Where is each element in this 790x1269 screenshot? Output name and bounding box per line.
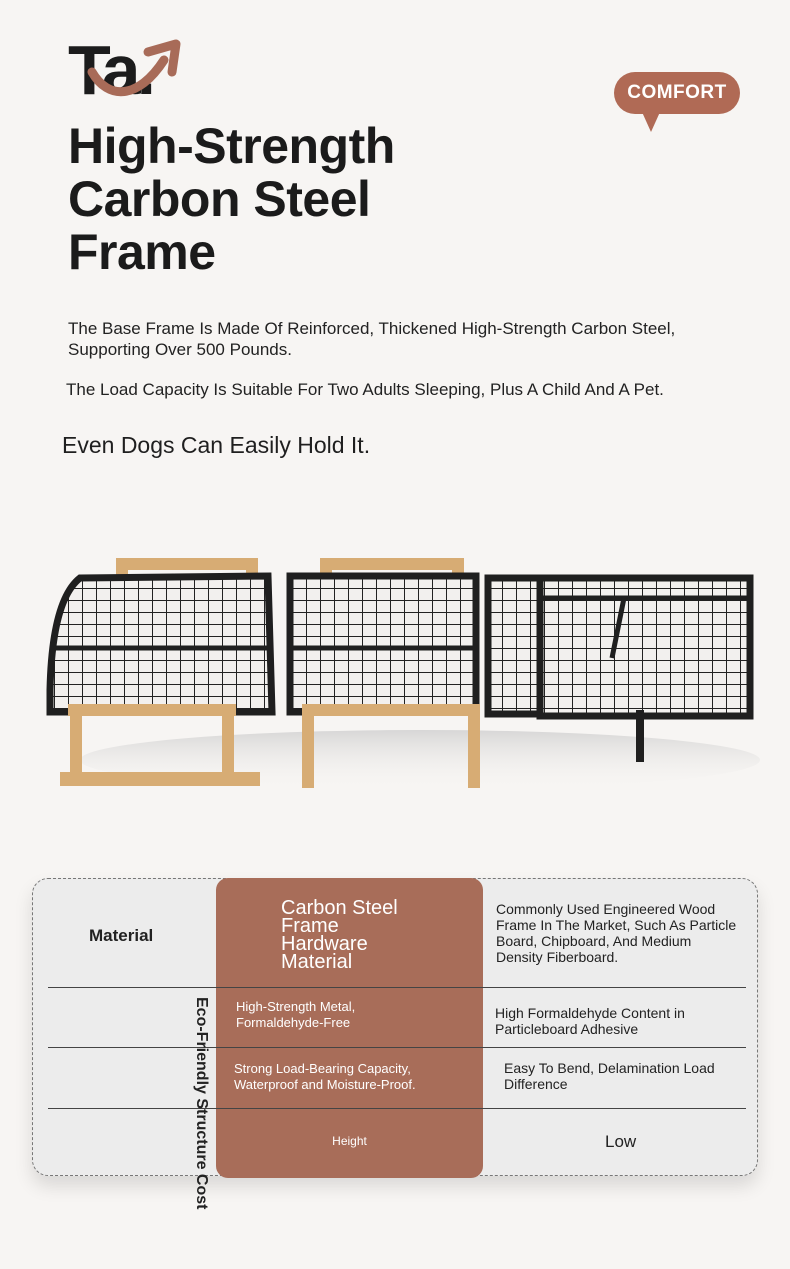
row-labels-vertical: Eco-Friendly Structure Cost	[193, 997, 210, 1210]
logo-arrow-icon	[68, 30, 198, 110]
header-line: Hardware	[281, 933, 368, 955]
comfort-badge: COMFORT	[614, 72, 740, 114]
carbon-steel-structure: Strong Load-Bearing Capacity, Waterproof and Moisture-Proof.	[234, 1061, 416, 1092]
row-divider	[48, 1108, 746, 1109]
row-divider	[48, 987, 746, 988]
brand-logo	[68, 30, 198, 110]
header-line: Material	[281, 951, 353, 973]
carbon-steel-cost: Height	[332, 1134, 367, 1148]
wood-structure: Easy To Bend, Delamination Load Difference	[504, 1060, 715, 1092]
carbon-steel-header	[281, 899, 471, 971]
description-paragraph: The Base Frame Is Made Of Reinforced, Thickened High-Strength Carbon Steel, Supporting Over 500 Pounds.	[68, 319, 676, 359]
title-line: Frame	[68, 224, 216, 280]
title-line: High-Strength	[68, 118, 395, 174]
wood-cost: Low	[605, 1132, 637, 1151]
dogs-paragraph: Even Dogs Can Easily Hold It.	[62, 432, 371, 458]
wood-eco: High Formaldehyde Content in Particleboard Adhesive	[495, 1005, 685, 1037]
title-line: Carbon Steel	[68, 171, 371, 227]
wood-header: Commonly Used Engineered Wood Frame In The Market, Such As Particle Board, Chipboard, And Medium Density Fiberboard.	[496, 901, 737, 965]
row-divider	[48, 1047, 746, 1048]
logo-text: Ta.	[68, 31, 152, 109]
header-line: Frame	[281, 915, 339, 937]
carbon-steel-eco: High-Strength Metal, Formaldehyde-Free	[236, 999, 356, 1030]
load-capacity-paragraph: The Load Capacity Is Suitable For Two Adults Sleeping, Plus A Child And A Pet.	[66, 380, 664, 399]
badge-tail	[642, 112, 660, 132]
header-line: Carbon Steel	[281, 897, 398, 919]
page-title	[68, 120, 488, 279]
row-label-material: Material	[89, 926, 154, 945]
bed-frame-image	[40, 540, 760, 800]
